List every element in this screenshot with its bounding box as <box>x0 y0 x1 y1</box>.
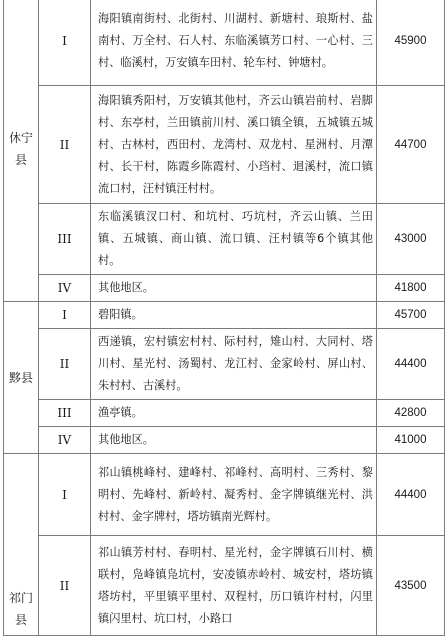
table-row <box>4 302 445 329</box>
level-cell: I <box>39 454 91 536</box>
level-cell: IV <box>39 427 91 454</box>
table-row <box>4 454 445 536</box>
value-cell: 45700 <box>377 302 445 329</box>
value-cell: 45900 <box>377 0 445 86</box>
county-name: 祁门 县 <box>8 591 33 627</box>
table-row <box>4 400 445 427</box>
area-cell: 碧阳镇。 <box>91 302 377 329</box>
county-name: 休宁 县 <box>8 130 33 167</box>
value-cell: 44700 <box>377 86 445 204</box>
county-cell <box>4 0 39 302</box>
area-cell: 东临溪镇汊口村、和坑村、巧坑村，齐云山镇、兰田镇、五城镇、商山镇、流口镇、汪村镇等6个镇其他村。 <box>91 204 377 275</box>
level-cell: III <box>39 400 91 427</box>
level-cell: I <box>39 302 91 329</box>
table-row <box>4 0 445 86</box>
level-cell: II <box>39 86 91 204</box>
area-cell: 其他地区。 <box>91 427 377 454</box>
area-cell: 其他地区。 <box>91 275 377 302</box>
area-cell: 祁山镇芳村村、春明村、星光村，金字牌镇石川村、横联村，凫峰镇凫坑村，安凌镇赤岭村、城安村，塔坊镇塔坊村，平里镇平里村、双程村，历口镇许村村，闪里镇闪里村、坑口村，小路口 <box>91 536 377 636</box>
table-row <box>4 204 445 275</box>
land-price-table-container <box>3 0 444 636</box>
value-cell: 41800 <box>377 275 445 302</box>
area-cell: 祁山镇桃峰村、建峰村、祁峰村、高明村、三秀村、黎明村、先峰村、新岭村、凝秀村、金字牌镇继光村、洪村村、金字牌村，塔坊镇南光辉村。 <box>91 454 377 536</box>
table-row <box>4 536 445 636</box>
table-row <box>4 427 445 454</box>
county-cell <box>4 454 39 636</box>
county-cell <box>4 302 39 454</box>
table-row <box>4 329 445 400</box>
area-cell: 渔亭镇。 <box>91 400 377 427</box>
value-cell: 41000 <box>377 427 445 454</box>
level-cell: IV <box>39 275 91 302</box>
level-cell: I <box>39 0 91 86</box>
level-cell: II <box>39 536 91 636</box>
area-cell: 西递镇，宏村镇宏村村、际村村，雉山村、大同村、塔川村、星光村、汤蜀村、龙江村、金家岭村、屏山村、朱村村、古溪村。 <box>91 329 377 400</box>
table-row <box>4 86 445 204</box>
area-cell: 海阳镇秀阳村，万安镇其他村，齐云山镇岩前村、岩脚村、东亭村，兰田镇前川村、溪口镇全镇，五城镇五城村、古林村，西田村、龙湾村、双龙村、星洲村、月潭村、长干村，陈霞乡陈霞村、小珰村、迴溪村，流口镇流口村，汪村镇汪村村。 <box>91 86 377 204</box>
value-cell: 43500 <box>377 536 445 636</box>
value-cell: 43000 <box>377 204 445 275</box>
land-price-table <box>3 0 445 636</box>
value-cell: 44400 <box>377 454 445 536</box>
county-name: 黟县 <box>8 370 33 385</box>
table-row <box>4 275 445 302</box>
level-cell: II <box>39 329 91 400</box>
value-cell: 42800 <box>377 400 445 427</box>
area-cell: 海阳镇南街村、北街村、川湖村、新塘村、琅斯村、盐南村、万全村、石人村、东临溪镇芳口村、一心村、三村、临溪村，万安镇车田村、轮车村、钟塘村。 <box>91 0 377 86</box>
value-cell: 44400 <box>377 329 445 400</box>
level-cell: III <box>39 204 91 275</box>
